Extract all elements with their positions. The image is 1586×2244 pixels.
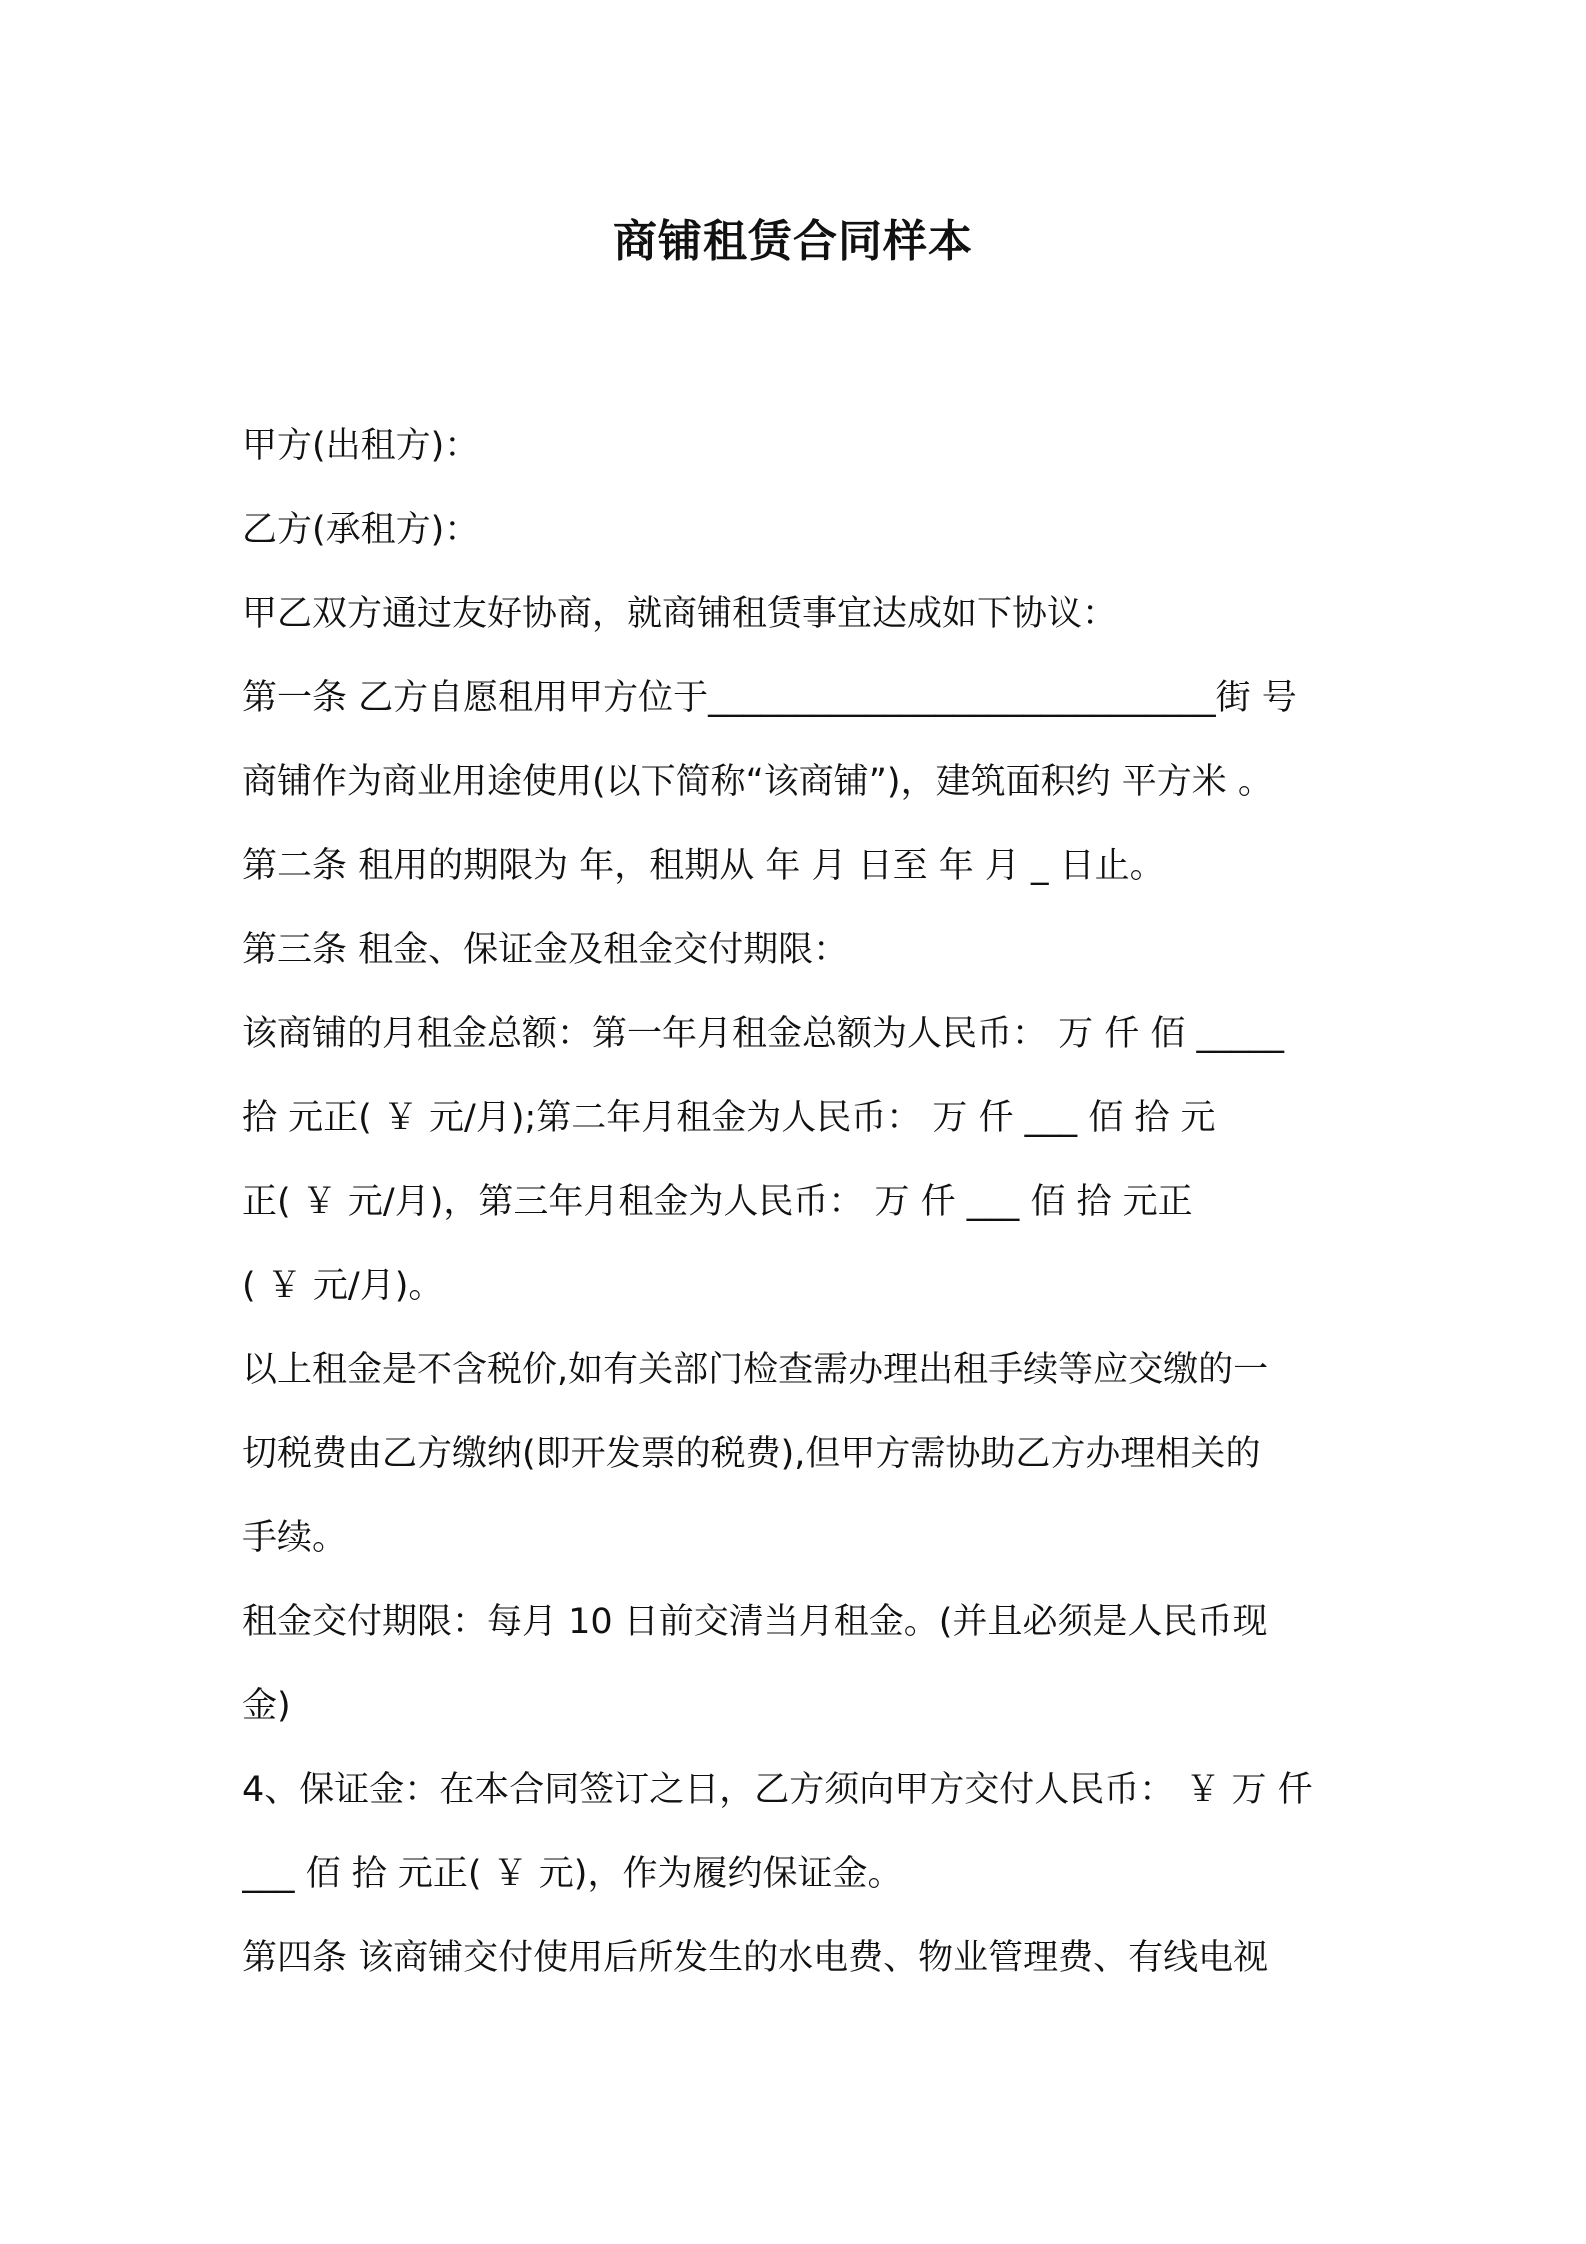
article-1-line-1: 第一条 乙方自愿租用甲方位于_____________________________街 号 (242, 678, 1297, 718)
contract-body (242, 404, 1352, 2000)
rent-line-2: 拾 元正( ￥ 元/月);第二年月租金为人民币： 万 仟 ___ 佰 拾 元 (242, 1098, 1216, 1138)
rent-line-3: 正( ￥ 元/月)，第三年月租金为人民币： 万 仟 ___ 佰 拾 元正 (242, 1182, 1193, 1222)
payment-deadline-line-1: 租金交付期限：每月 10 日前交清当月租金。(并且必须是人民币现 (242, 1602, 1268, 1642)
deposit-line-1: 4、保证金：在本合同签订之日，乙方须向甲方交付人民币： ￥ 万 仟 (242, 1770, 1313, 1810)
article-2-line: 第二条 租用的期限为 年，租期从 年 月 日至 年 月 _ 日止。 (242, 846, 1165, 886)
party-b-line: 乙方(承租方)： (242, 510, 480, 550)
rent-line-1: 该商铺的月租金总额：第一年月租金总额为人民币： 万 仟 佰 _____ (242, 1014, 1285, 1054)
deposit-line-2: ___ 佰 拾 元正( ￥ 元)，作为履约保证金。 (242, 1854, 903, 1894)
party-a-line: 甲方(出租方)： (242, 426, 480, 466)
tax-line-3: 手续。 (242, 1518, 348, 1558)
payment-deadline-line-2: 金) (242, 1686, 291, 1726)
tax-line-2: 切税费由乙方缴纳(即开发票的税费),但甲方需协助乙方办理相关的 (242, 1434, 1261, 1474)
article-3-heading: 第三条 租金、保证金及租金交付期限： (242, 930, 849, 970)
agreement-intro-line: 甲乙双方通过友好协商，就商铺租赁事宜达成如下协议： (242, 594, 1118, 634)
article-1-line-2: 商铺作为商业用途使用(以下简称“该商铺”)，建筑面积约 平方米 。 (242, 762, 1273, 802)
rent-line-4: ( ￥ 元/月)。 (242, 1266, 444, 1306)
document-title: 商铺租赁合同样本 (613, 216, 973, 267)
article-4-line: 第四条 该商铺交付使用后所发生的水电费、物业管理费、有线电视 (242, 1938, 1269, 1978)
tax-line-1: 以上租金是不含税价,如有关部门检查需办理出租手续等应交缴的一 (242, 1350, 1269, 1390)
